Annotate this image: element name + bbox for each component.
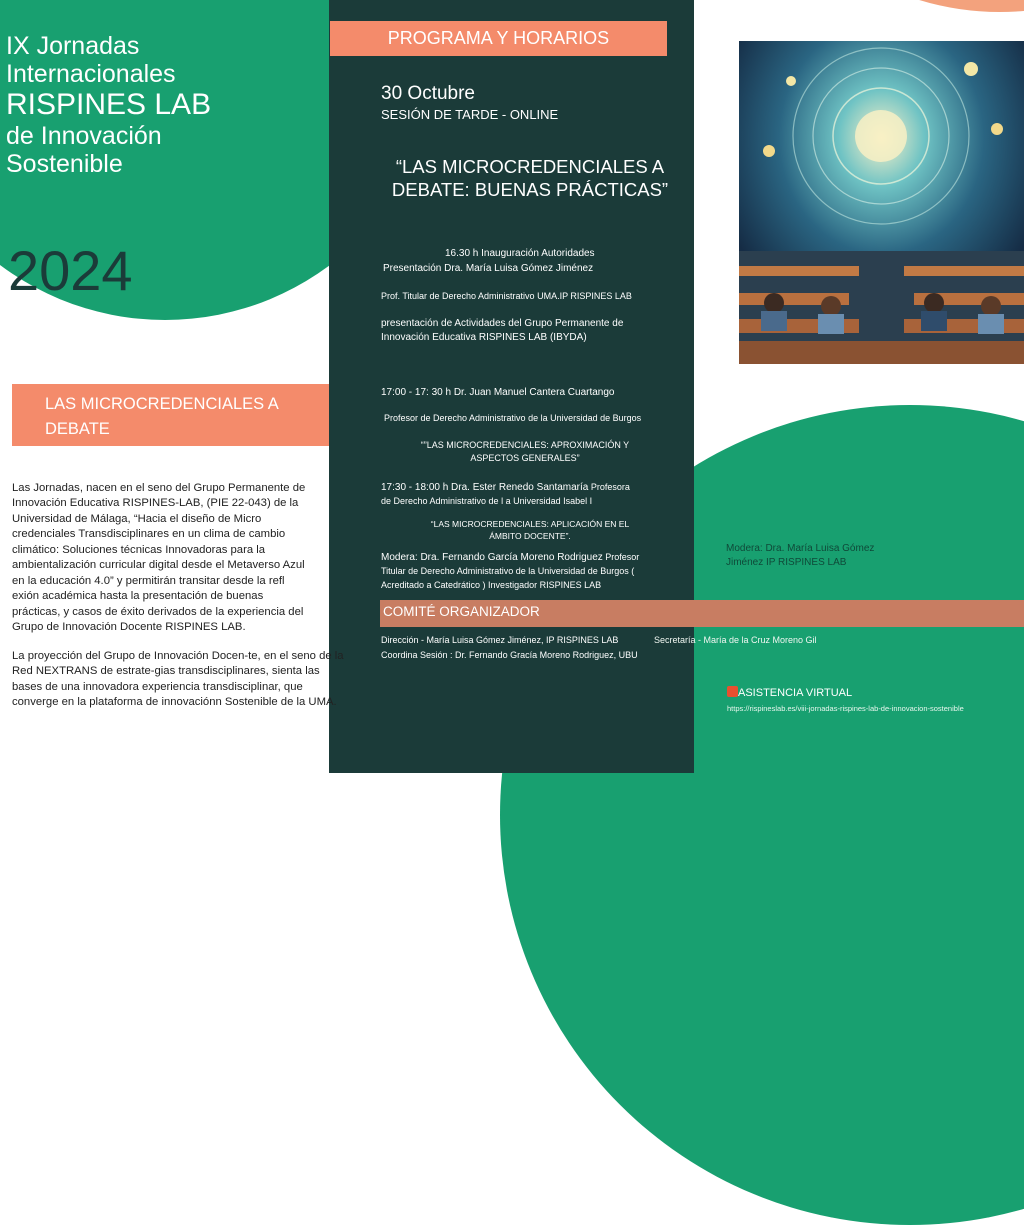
session-type: SESIÓN DE TARDE - ONLINE <box>381 107 559 122</box>
session-moderator-name: Modera: Dra. Fernando García Moreno Rodriguez <box>381 552 603 563</box>
program-banner <box>330 21 667 56</box>
microcredenciales-banner <box>12 384 329 446</box>
comite-organizador-label: COMITÉ ORGANIZADOR <box>383 604 540 619</box>
event-year: 2024 <box>8 239 133 302</box>
presentation-speaker: Presentación Dra. María Luisa Gómez Jiménez <box>383 263 594 274</box>
session-moderator-role: Titular de Derecho Administrativo de la Universidad de Burgos ( Acreditado a Catedrático ) Investigador RISPINES LAB <box>381 565 635 590</box>
slot-1-title: “”LAS MICROCREDENCIALES: APROXIMACIÓN Y ASPECTOS GENERALES” <box>420 440 630 463</box>
right-moderator <box>726 542 874 570</box>
slot-1-role: Profesor de Derecho Administrativo de la Universidad de Burgos <box>384 413 642 423</box>
decorative-salmon-arc <box>790 0 1024 12</box>
activities-presentation: presentación de Actividades del Grupo Permanente de Innovación Educativa RISPINES LAB (IBYDA) <box>381 318 624 343</box>
title-line-1: IX Jornadas <box>6 32 140 60</box>
slot-2-role-prefix: Profesora <box>588 482 630 492</box>
title-line-5: Sostenible <box>6 149 123 178</box>
classroom-illustration <box>739 41 1024 364</box>
session-date: 30 Octubre <box>381 83 475 104</box>
intro-paragraph-1: Las Jornadas, nacen en el seno del Grupo Permanente de Innovación Educativa RISPINES-LAB, (PIE 22-043) de la Universidad de Málaga, “Hacia el diseño de Micro credenciales Transdisciplinares en un clima de cambio climático: Soluciones técnicas Innovadoras para la ambientalización curricular digital desde el Metaverso Azul en la educación 4.0” y permitirán transitar desde la refl exión académica hasta la presentación de buenas prácticas, y casos de éxito derivados de la experiencia del Grupo de Innovación Docente RISPINES LAB. <box>12 482 306 634</box>
slot-2-role: de Derecho Administrativo de l a Universidad Isabel I <box>381 495 593 506</box>
virtual-assistance-label: ASISTENCIA VIRTUAL <box>738 687 853 699</box>
inauguration-time: 16.30 h Inauguración Autoridades <box>445 248 595 259</box>
intro-paragraph-2: La proyección del Grupo de Innovación Docen-te, en el seno de la Red NEXTRANS de estrate-gias transdisciplinares, sienta las bases de una innovadora experiencia transdisciplinar, que converge en la plataforma de innovaciónn Sostenible de la UMA. <box>12 650 344 709</box>
session-main-title: “LAS MICROCREDENCIALES A DEBATE: BUENAS PRÁCTICAS” <box>391 156 669 201</box>
event-title <box>6 32 211 178</box>
presenter-role: Prof. Titular de Derecho Administrativo UMA.IP RISPINES LAB <box>381 291 632 301</box>
comite-secretaria: Secretaría - María de la Cruz Moreno Gil <box>654 635 817 645</box>
virtual-assistance-icon <box>727 686 738 697</box>
comite-organizador-banner <box>380 600 1024 627</box>
slot-2-time-speaker: 17:30 - 18:00 h Dra. Ester Renedo Santamaría <box>381 482 589 493</box>
right-moderator-line-1: Modera: Dra. María Luisa Gómez <box>726 543 875 554</box>
virtual-assistance-link[interactable]: https://rispineslab.es/viii-jornadas-rispines-lab-de-innovacion-sostenible <box>727 704 964 713</box>
right-moderator-line-2: Jiménez IP RISPINES LAB <box>726 557 847 568</box>
slot-2-title: “LAS MICROCREDENCIALES: APLICACIÓN EN EL ÁMBITO DOCENTE”. <box>430 519 630 541</box>
slot-2-speaker <box>381 481 681 509</box>
title-line-4: de Innovación <box>6 121 162 150</box>
comite-coordina: Coordina Sesión : Dr. Fernando Gracía Moreno Rodriguez, UBU <box>381 650 638 660</box>
title-line-2: Internacionales <box>6 60 176 88</box>
slot-1-time-speaker: 17:00 - 17: 30 h Dr. Juan Manuel Cantera Cuartango <box>381 387 615 398</box>
title-line-3: RISPINES LAB <box>6 88 212 121</box>
program-banner-label: PROGRAMA Y HORARIOS <box>387 28 610 48</box>
session-moderator-role-prefix: Profesor <box>602 552 640 562</box>
comite-direccion: Dirección - María Luisa Gómez Jiménez, IP RISPINES LAB <box>381 635 619 645</box>
session-moderator <box>381 551 671 592</box>
classroom-illustration-svg <box>739 41 1024 364</box>
microcredenciales-banner-label: LAS MICROCREDENCIALES A DEBATE <box>45 395 278 438</box>
